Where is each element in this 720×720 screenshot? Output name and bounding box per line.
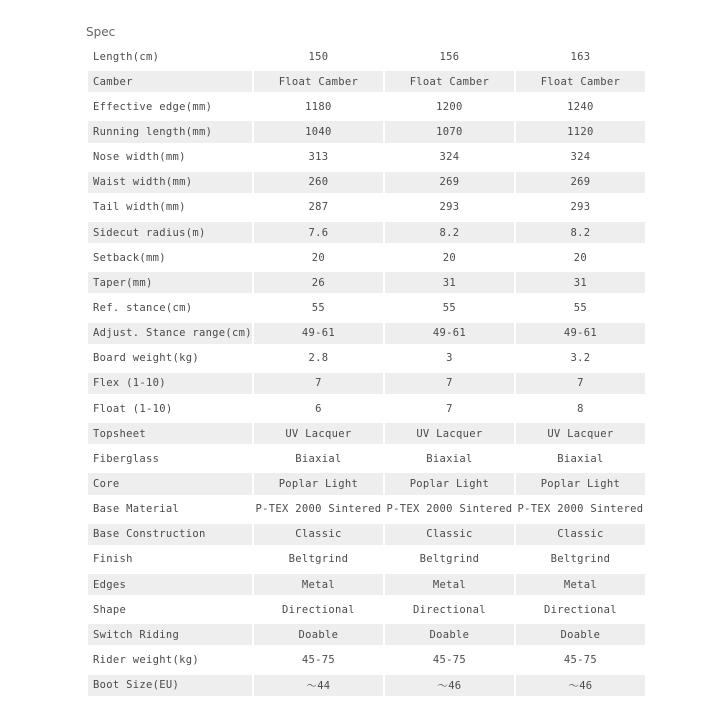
spec-label: Tail width(mm) [88,197,252,218]
spec-label: Boot Size(EU) [88,675,252,696]
spec-value: 31 [516,272,645,293]
spec-row [88,499,645,520]
spec-label: Fiberglass [88,448,252,469]
spec-label: Shape [88,599,252,620]
spec-value: Doable [254,624,383,645]
spec-value: 324 [385,147,514,168]
spec-label: Base Construction [88,524,252,545]
spec-value: Directional [254,599,383,620]
spec-row [88,549,645,570]
spec-value: 45-75 [385,649,514,670]
spec-value: Metal [516,574,645,595]
spec-table-body [88,46,645,696]
spec-label: Adjust. Stance range(cm) [88,323,252,344]
spec-value: 8.2 [516,222,645,243]
spec-value: Biaxial [385,448,514,469]
spec-value: Metal [385,574,514,595]
spec-value: Poplar Light [254,473,383,494]
spec-value: 8 [516,398,645,419]
spec-value: 26 [254,272,383,293]
spec-value: 163 [516,46,645,67]
spec-label: Length(cm) [88,46,252,67]
spec-value: 1040 [254,121,383,142]
spec-row [88,599,645,620]
spec-row [88,323,645,344]
spec-label: Running length(mm) [88,121,252,142]
spec-row [88,222,645,243]
spec-value: Float Camber [254,71,383,92]
spec-value: 293 [516,197,645,218]
spec-value: Classic [385,524,514,545]
spec-label: Float (1-10) [88,398,252,419]
spec-value: UV Lacquer [254,423,383,444]
spec-value: 6 [254,398,383,419]
spec-label: Taper(mm) [88,272,252,293]
spec-value: 7.6 [254,222,383,243]
spec-value: 45-75 [254,649,383,670]
spec-row [88,473,645,494]
spec-value: Classic [254,524,383,545]
spec-value: P-TEX 2000 Sintered [385,499,514,520]
spec-row [88,524,645,545]
spec-value: 313 [254,147,383,168]
spec-value: 55 [516,297,645,318]
spec-value: 1070 [385,121,514,142]
spec-value: 20 [385,247,514,268]
spec-value: 55 [385,297,514,318]
spec-value: 7 [516,373,645,394]
spec-value: Biaxial [254,448,383,469]
spec-value: Beltgrind [385,549,514,570]
spec-row [88,448,645,469]
spec-value: 1120 [516,121,645,142]
spec-row [88,247,645,268]
spec-label: Flex (1-10) [88,373,252,394]
spec-value: Doable [385,624,514,645]
spec-value: 20 [254,247,383,268]
spec-value: 3.2 [516,348,645,369]
spec-row [88,197,645,218]
spec-row [88,574,645,595]
spec-label: Core [88,473,252,494]
spec-value: 287 [254,197,383,218]
spec-label: Switch Riding [88,624,252,645]
spec-value: Beltgrind [516,549,645,570]
spec-value: 156 [385,46,514,67]
spec-value: Directional [516,599,645,620]
spec-value: 20 [516,247,645,268]
spec-value: 3 [385,348,514,369]
spec-value: Metal [254,574,383,595]
spec-value: Classic [516,524,645,545]
spec-value: 7 [385,398,514,419]
spec-value: 49-61 [385,323,514,344]
spec-row [88,675,645,696]
spec-label: Finish [88,549,252,570]
spec-value: Poplar Light [385,473,514,494]
spec-value: Beltgrind [254,549,383,570]
spec-value: 31 [385,272,514,293]
spec-row [88,423,645,444]
spec-row [88,624,645,645]
spec-row [88,649,645,670]
spec-row [88,121,645,142]
spec-value: 2.8 [254,348,383,369]
spec-value: 150 [254,46,383,67]
spec-value: Directional [385,599,514,620]
spec-row [88,96,645,117]
spec-label: Waist width(mm) [88,172,252,193]
spec-value: 1240 [516,96,645,117]
spec-value: 324 [516,147,645,168]
spec-value: 1180 [254,96,383,117]
spec-value: UV Lacquer [516,423,645,444]
spec-value: 49-61 [516,323,645,344]
spec-title: Spec [86,25,116,39]
spec-value: P-TEX 2000 Sintered [516,499,645,520]
spec-label: Edges [88,574,252,595]
spec-label: Base Material [88,499,252,520]
spec-label: Setback(mm) [88,247,252,268]
spec-table [86,42,647,700]
spec-value: 269 [516,172,645,193]
spec-value: Biaxial [516,448,645,469]
spec-value: 260 [254,172,383,193]
spec-value: 1200 [385,96,514,117]
spec-row [88,147,645,168]
spec-label: Camber [88,71,252,92]
spec-value: 7 [254,373,383,394]
spec-row [88,373,645,394]
spec-value: 7 [385,373,514,394]
spec-row [88,172,645,193]
spec-row [88,272,645,293]
spec-value: Doable [516,624,645,645]
spec-value: 49-61 [254,323,383,344]
spec-value: ～46 [516,675,645,696]
spec-label: Board weight(kg) [88,348,252,369]
spec-value: Float Camber [385,71,514,92]
spec-label: Nose width(mm) [88,147,252,168]
spec-row [88,71,645,92]
spec-value: UV Lacquer [385,423,514,444]
spec-row [88,398,645,419]
spec-label: Sidecut radius(m) [88,222,252,243]
spec-value: 45-75 [516,649,645,670]
spec-row [88,297,645,318]
spec-row [88,348,645,369]
spec-value: Poplar Light [516,473,645,494]
spec-value: ～44 [254,675,383,696]
spec-label: Effective edge(mm) [88,96,252,117]
spec-value: Float Camber [516,71,645,92]
spec-value: 269 [385,172,514,193]
spec-value: 55 [254,297,383,318]
spec-label: Rider weight(kg) [88,649,252,670]
spec-value: 293 [385,197,514,218]
spec-label: Topsheet [88,423,252,444]
spec-label: Ref. stance(cm) [88,297,252,318]
spec-value: 8.2 [385,222,514,243]
spec-row [88,46,645,67]
spec-value: P-TEX 2000 Sintered [254,499,383,520]
spec-value: ～46 [385,675,514,696]
